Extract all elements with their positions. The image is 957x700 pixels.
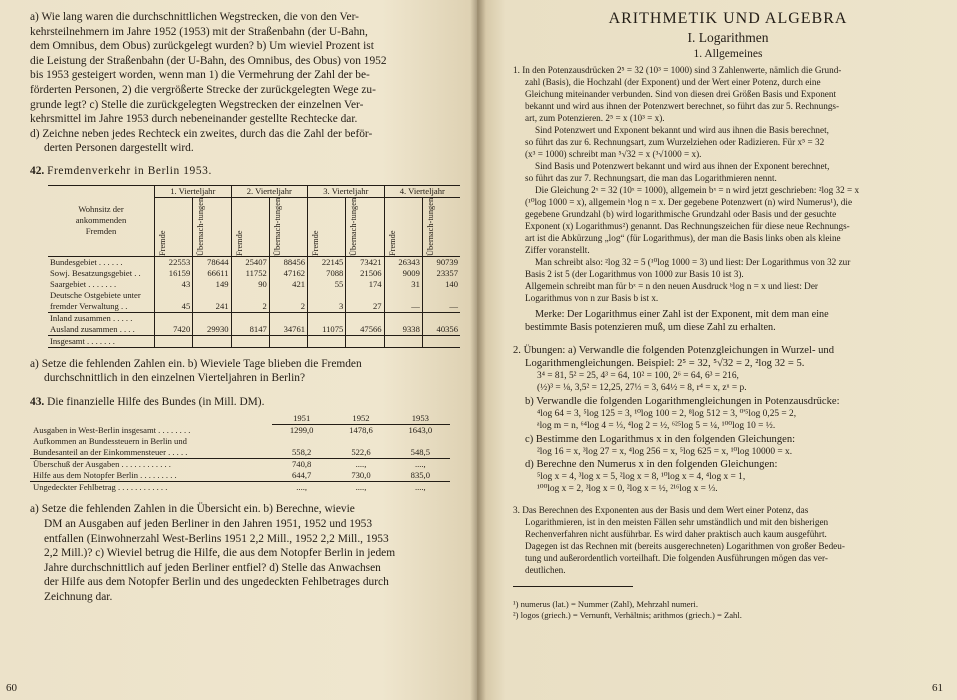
year-header: 1951 xyxy=(272,413,331,425)
table-cell: 23357 xyxy=(422,268,460,279)
table-cell xyxy=(308,312,346,324)
problem-42-questions xyxy=(30,357,465,386)
table-cell xyxy=(193,290,231,301)
quarter-header: 4. Vierteljahr xyxy=(384,185,460,197)
table-cell xyxy=(269,312,307,324)
table-cell: 9009 xyxy=(384,268,422,279)
row-header-cell xyxy=(48,185,155,256)
table-cell: 548,5 xyxy=(410,447,430,458)
chapter-title: I. Logarithmen xyxy=(687,30,769,45)
text-line: art ist die Abkürzung „log“ (für Logarithmus), der man die Basis links oben als kleine xyxy=(525,233,841,243)
text-line: so führt das zur 6. Rechnungsart, zum Wurzelziehen oder Radizieren. Für x⁵ = 32 xyxy=(525,137,825,147)
text-line: kehrsmittel im Jahre 1953 durch nebeneinander gestellte Rechtecke dar. xyxy=(30,113,358,126)
exercise-line: Logarithmengleichungen. Beispiel: 2⁵ = 32, ⁵√32 = 2, ²log 32 = 5. xyxy=(525,358,805,369)
row-label: Überschuß der Ausgaben . . . . . . . . . . . . xyxy=(33,459,171,470)
table-cell: ...., xyxy=(414,459,426,470)
table-cell xyxy=(269,335,307,347)
sub-uebernachtungen: Übernach-tungen xyxy=(349,197,359,256)
exercise-line: ¹⁰⁰log x = 2, ³log x = 0, ²log x = ½, ²¹⁶log x = ⅓. xyxy=(537,484,718,495)
table-cell xyxy=(422,290,460,301)
table-cell: 1643,0 xyxy=(408,425,433,436)
text-line: a) Setze die fehlenden Zahlen in die Übersicht ein. b) Berechne, wievie xyxy=(30,503,355,516)
table-cell: 8147 xyxy=(231,324,269,336)
problem-title: Die finanzielle Hilfe des Bundes (in Mill. DM). xyxy=(47,395,265,408)
table-row xyxy=(48,268,460,279)
sub-uebernachtungen: Übernach-tungen xyxy=(196,197,206,256)
table-header-row xyxy=(48,185,460,197)
table-cell: 43 xyxy=(155,279,193,290)
table-cell: 11075 xyxy=(308,324,346,336)
text-line: Dagegen ist das Rechnen mit (bereits ausgerechneten) Logarithmen von großer Bedeu- xyxy=(525,540,845,551)
text-line: gegebene Grundzahl (b) wird logarithmische Grundzahl oder Basis und der gesuchte xyxy=(525,209,837,219)
table-cell xyxy=(269,290,307,301)
text-line: Basis 2 ist 5 (der Logarithmus von 1000 zur Basis 10 ist 3). xyxy=(525,269,744,279)
table-cell: 29930 xyxy=(193,324,231,336)
text-line: 2,2 Mill.)? c) Wieviel betrug die Hilfe, die aus dem Notopfer Berlin in jedem xyxy=(44,547,396,560)
table-cell: 47566 xyxy=(346,324,384,336)
table-cell: 2 xyxy=(231,301,269,313)
text-line: 1. In den Potenzausdrücken 2⁵ = 32 (10³ = 1000) sind 3 Zahlenwerte, nämlich die Grund- xyxy=(513,65,842,75)
year-header: 1953 xyxy=(391,413,450,425)
exercises-title: 2. Übungen: a) Verwandle die folgenden Potenzgleichungen in Wurzel- und xyxy=(513,345,835,356)
text-line: Exponent (x) Logarithmus²) genannt. Das Rechnungszeichen für diese neue Rechnungs- xyxy=(525,221,850,231)
table-cell: 140 xyxy=(422,279,460,290)
table-cell xyxy=(231,312,269,324)
text-line: (x³ = 1000) schreibt man ⁵√32 = x (³√1000 = x). xyxy=(525,149,702,159)
merke-line: bestimmte Basis potenzieren muß, um diese Zahl zu erhalten. xyxy=(525,322,776,333)
table-row xyxy=(48,335,460,347)
table-cell: ...., xyxy=(414,482,426,493)
paragraph-3 xyxy=(513,504,943,576)
text-line: Sind Potenzwert und Exponent bekannt und wird aus ihnen die Basis berechnet, xyxy=(535,125,829,135)
sub-fremde: Fremde xyxy=(158,229,167,256)
problem-43-questions xyxy=(30,502,465,604)
quarter-header: 3. Vierteljahr xyxy=(308,185,385,197)
text-line: Jahre durchschnittlich auf jeden Berliner entfiel? d) Stelle das Anwachsen xyxy=(44,561,381,574)
table-row xyxy=(30,482,450,494)
table-cell xyxy=(422,312,460,324)
table-cell xyxy=(331,436,390,447)
text-line: Die Gleichung 2ˣ = 32 (10ˣ = 1000), allgemein bˣ = n wird jetzt geschrieben: ²log 32 = x xyxy=(535,185,860,195)
table-cell: — xyxy=(384,301,422,313)
table-cell: 88456 xyxy=(269,256,307,268)
table-cell xyxy=(346,290,384,301)
text-line: förderten Personen, 2) die vergrößerte Strecke der zurückgelegten Wege zu- xyxy=(30,83,376,96)
text-line: entfallen (Einwohnerzahl West-Berlins 1951 2,2 Mill., 1952 2,2 Mill., 1953 xyxy=(44,532,389,545)
exercise-subtitle: b) Verwandle die folgenden Logarithmengleichungen in Potenzausdrücke: xyxy=(525,395,840,407)
table-cell: 25407 xyxy=(231,256,269,268)
footnote: ¹) numerus (lat.) = Nummer (Zahl), Mehrzahl numeri. xyxy=(513,598,698,609)
table-cell xyxy=(272,436,331,447)
footnote: ²) logos (griech.) = Vernunft, Verhältnis; arithmos (griech.) = Zahl. xyxy=(513,609,742,620)
table-cell: 90739 xyxy=(422,256,460,268)
sub-uebernachtungen: Übernach-tungen xyxy=(272,197,282,256)
row-label: Bundesgebiet . . . . . . xyxy=(50,256,123,267)
row-label: Inland zusammen . . . . . xyxy=(50,312,133,323)
table-cell xyxy=(308,335,346,347)
right-page xyxy=(477,0,957,700)
row-header-line: Wohnsitz der xyxy=(78,204,124,215)
table-cell: 26343 xyxy=(384,256,422,268)
text-line: tung und außerordentlich vorteilhaft. Die folgenden Ausführungen mögen das ver- xyxy=(525,552,828,563)
text-line: DM an Ausgaben auf jeden Berliner in den Jahren 1951, 1952 und 1953 xyxy=(44,517,373,530)
table-row xyxy=(48,301,460,313)
table-cell xyxy=(308,290,346,301)
table-cell xyxy=(346,335,384,347)
table-cell: 421 xyxy=(269,279,307,290)
table-cell: 21506 xyxy=(346,268,384,279)
table-cell xyxy=(391,436,450,447)
text-line: Logarithmieren, ist in den meisten Fällen sehr umständlich und mit den bisherigen xyxy=(525,516,829,527)
table-cell xyxy=(155,335,193,347)
sub-uebernachtungen: Übernach-tungen xyxy=(425,197,435,256)
text-line: 3. Das Berechnen des Exponenten aus der Basis und dem Wert einer Potenz, das xyxy=(513,504,809,515)
table-cell: 7420 xyxy=(155,324,193,336)
text-line: der Hilfe aus dem Notopfer Berlin und des ungedeckten Fehlbetrages durch xyxy=(44,576,389,589)
table-cell: — xyxy=(422,301,460,313)
footnotes xyxy=(513,599,943,621)
table-cell: 16159 xyxy=(155,268,193,279)
table-cell xyxy=(384,290,422,301)
table-cell xyxy=(193,312,231,324)
table-header-row xyxy=(30,413,450,425)
text-line: art, zum Potenzieren. 2⁵ = x (10³ = x). xyxy=(525,113,665,123)
table-cell: 73421 xyxy=(346,256,384,268)
sub-fremde: Fremde xyxy=(387,229,397,256)
text-line: Logarithmus von n zur Basis b ist x. xyxy=(525,293,659,303)
table-cell: 3 xyxy=(308,301,346,313)
table-cell: 1478,6 xyxy=(349,425,373,436)
table-cell xyxy=(155,290,193,301)
footnote-rule xyxy=(513,586,633,589)
table-cell: 174 xyxy=(346,279,384,290)
text-line: Gleichung miteinander verbunden. Sind von diesen drei Größen Basis und Exponent xyxy=(525,89,837,99)
book-gutter xyxy=(470,0,486,700)
text-line: zahl (Basis), die Hochzahl (der Exponent) und der Wert einer Potenz, durch eine xyxy=(525,77,821,87)
table-row xyxy=(48,324,460,336)
paragraph-1 xyxy=(513,64,943,304)
text-line: grunde legt? c) Stelle die zurückgelegten Wegstrecken der einzelnen Ver- xyxy=(30,98,364,111)
table-row xyxy=(48,256,460,268)
table-cell: 11752 xyxy=(231,268,269,279)
text-line: bekannt und wird aus ihnen der Potenzwert berechnet, so führt das zur 5. Rechnungs- xyxy=(525,101,840,111)
table-cell: 835,0 xyxy=(410,470,430,481)
table-row xyxy=(30,447,450,459)
row-label: Ausgaben in West-Berlin insgesamt . . . . . . . . xyxy=(33,425,191,436)
problem-41-text xyxy=(30,10,465,156)
page-heading: ARITHMETIK UND ALGEBRA xyxy=(608,10,848,27)
problem-number: 42. xyxy=(30,164,45,177)
table-cell: 90 xyxy=(231,279,269,290)
sub-fremde: Fremde xyxy=(234,229,244,256)
row-label: Insgesamt . . . . . . . xyxy=(50,335,115,346)
table-cell: 9338 xyxy=(384,324,422,336)
table-cell: 644,7 xyxy=(291,470,312,481)
row-label: fremder Verwaltung . . xyxy=(50,300,128,311)
text-line: kehrsteilnehmern im Jahre 1952 (1953) mit der Straßenbahn (der U-Bahn, xyxy=(30,25,368,38)
table-cell xyxy=(231,335,269,347)
year-header: 1952 xyxy=(331,413,390,425)
table-cell xyxy=(231,290,269,301)
text-line: derten Personen dargestellt wird. xyxy=(44,142,194,155)
exercise-line: ²log 16 = x, ³log 27 = x, ⁴log 256 = x, ⁵log 625 = x, ¹⁰log 10000 = x. xyxy=(537,446,793,457)
row-label: Saargebiet . . . . . . . xyxy=(50,278,117,289)
table-cell: ...., xyxy=(296,482,308,493)
table-cell: 66611 xyxy=(193,268,231,279)
exercise-subtitle: d) Berechne den Numerus x in den folgenden Gleichungen: xyxy=(525,459,778,471)
table-cell: 34761 xyxy=(269,324,307,336)
exercise-subtitle: c) Bestimme den Logarithmus x in den folgenden Gleichungen: xyxy=(525,433,796,445)
table-cell: 730,0 xyxy=(351,470,371,481)
problem-title: Fremdenverkehr in Berlin 1953. xyxy=(47,164,212,177)
table-cell: 78644 xyxy=(193,256,231,268)
table-cell: 55 xyxy=(308,279,346,290)
row-header-line: Fremden xyxy=(85,226,117,237)
table-row xyxy=(48,312,460,324)
table-cell: 47162 xyxy=(269,268,307,279)
text-line: deutlichen. xyxy=(525,564,566,575)
text-line: die Leistung der Straßenbahn (der U-Bahn, des Omnibus, des Obus) von 1952 xyxy=(30,54,387,67)
table-cell xyxy=(384,312,422,324)
text-line: Rechenverfahren nicht ausführbar. Es wird daher praktisch auch kaum ausgeführt. xyxy=(525,528,827,539)
table-cell: 149 xyxy=(193,279,231,290)
table-cell xyxy=(384,335,422,347)
row-header-line: ankommenden xyxy=(75,215,127,226)
problem-43-heading xyxy=(30,395,465,410)
exercises xyxy=(513,344,943,496)
table-cell: 7088 xyxy=(308,268,346,279)
row-label: Ungedeckter Fehlbetrag . . . . . . . . . . . . xyxy=(33,482,168,493)
table-cell: 1299,0 xyxy=(289,425,314,436)
table-row xyxy=(48,290,460,301)
page-number: 61 xyxy=(932,682,943,694)
row-label: Ausland zusammen . . . . xyxy=(50,323,135,334)
table-cell: 22553 xyxy=(155,256,193,268)
table-row xyxy=(48,279,460,290)
table-cell: 522,6 xyxy=(351,447,371,458)
merke-line: Merke: Der Logarithmus einer Zahl ist der Exponent, mit dem man eine xyxy=(535,309,829,320)
table-cell: 241 xyxy=(193,301,231,313)
table-cell: 45 xyxy=(155,301,193,313)
federal-aid-table xyxy=(30,413,450,493)
text-line: (¹⁰log 1000 = x), allgemein ᵇlog n = x. Der gegebene Potenzwert (n) wird Numerus¹), die xyxy=(525,197,853,207)
table-cell: ...., xyxy=(355,459,367,470)
tourism-table-body xyxy=(48,256,460,347)
exercise-line: ᵃlog m = n, ⁶⁴log 4 = ⅓, ⁴log 2 = ½, ⁶²⁵log 5 = ¼, ¹⁰⁰log 10 = ½. xyxy=(537,421,776,432)
text-line: bis 1953 gesteigert worden, wenn man 1) die Vermehrung der Zahl der be- xyxy=(30,69,370,82)
exercise-line: 3⁴ = 81, 5² = 25, 4³ = 64, 10² = 100, 2⁶ = 64, 6³ = 216, xyxy=(537,371,739,381)
merke-box xyxy=(525,308,943,334)
text-line: a) Wie lang waren die durchschnittlichen Wegstrecken, die von den Ver- xyxy=(30,11,359,23)
text-line: Sind Basis und Potenzwert bekannt und wird aus ihnen der Exponent berechnet, xyxy=(535,161,830,171)
tourism-table xyxy=(48,185,460,348)
table-cell: 31 xyxy=(384,279,422,290)
quarter-header: 1. Vierteljahr xyxy=(155,185,232,197)
table-cell: 558,2 xyxy=(291,447,312,458)
row-label: Bundesanteil an der Einkommensteuer . . . . . xyxy=(33,447,188,458)
text-line: Allgemein schreibt man für bˣ = n den neuen Ausdruck ᵇlog n = x und liest: Der xyxy=(525,281,818,291)
table-row xyxy=(30,425,450,437)
row-label: Sowj. Besatzungsgebiet . . xyxy=(50,267,141,278)
page-number: 60 xyxy=(6,682,17,694)
text-line: d) Zeichne neben jedes Rechteck ein zweites, durch das die Zahl der beför- xyxy=(30,127,373,140)
text-line: so führt das zur 7. Rechnungsart, die man das Logarithmieren nennt. xyxy=(525,173,777,183)
federal-aid-table-body xyxy=(30,425,450,494)
table-row xyxy=(30,436,450,447)
table-cell: ...., xyxy=(355,482,367,493)
text-line: a) Setze die fehlenden Zahlen ein. b) Wieviele Tage blieben die Fremden xyxy=(30,357,362,370)
quarter-header: 2. Vierteljahr xyxy=(231,185,308,197)
table-cell: 40356 xyxy=(422,324,460,336)
text-line: Zeichnung dar. xyxy=(44,590,113,603)
problem-number: 43. xyxy=(30,395,45,408)
table-cell: 22145 xyxy=(308,256,346,268)
section-title: 1. Allgemeines xyxy=(693,48,763,60)
table-row xyxy=(30,459,450,471)
table-row xyxy=(30,470,450,482)
table-cell xyxy=(346,312,384,324)
exercise-line: ⁵log x = 4, ³log x = 5, ²log x = 8, ¹⁰log x = 4, ⁴log x = 1, xyxy=(537,472,746,483)
text-line: Man schreibt also: ²log 32 = 5 (¹⁰log 1000 = 3) und liest: Der Logarithmus von 32 zur xyxy=(535,257,851,267)
table-cell: 740,8 xyxy=(291,459,312,470)
text-line: Ziffer voranstellt. xyxy=(525,245,590,255)
exercise-line: (½)³ = ⅛, 3,5² = 12,25, 27⅓ = 3, 64½ = 8, r⁴ = x, zᵘ = p. xyxy=(537,383,747,394)
left-page xyxy=(0,0,477,700)
row-label: Deutsche Ostgebiete unter xyxy=(50,289,141,300)
table-cell: 27 xyxy=(346,301,384,313)
row-label: Hilfe aus dem Notopfer Berlin . . . . . . . . . xyxy=(33,470,177,481)
sub-fremde: Fremde xyxy=(311,229,321,256)
exercise-line: ⁴log 64 = 3, ⁵log 125 = 3, ¹⁰log 100 = 2, ⁸log 512 = 3, ⁰'⁵log 0,25 = 2, xyxy=(537,408,797,419)
text-line: dem Omnibus, dem Obus) zurückgelegt wurden? b) Um wieviel Prozent ist xyxy=(30,40,374,53)
row-label: Aufkommen an Bundessteuern in Berlin und xyxy=(33,436,187,447)
table-cell xyxy=(155,312,193,324)
text-line: durchschnittlich in den einzelnen Vierteljahren in Berlin? xyxy=(44,372,305,385)
table-cell xyxy=(422,335,460,347)
problem-42-heading xyxy=(30,164,465,179)
table-cell xyxy=(193,335,231,347)
table-cell: 2 xyxy=(269,301,307,313)
